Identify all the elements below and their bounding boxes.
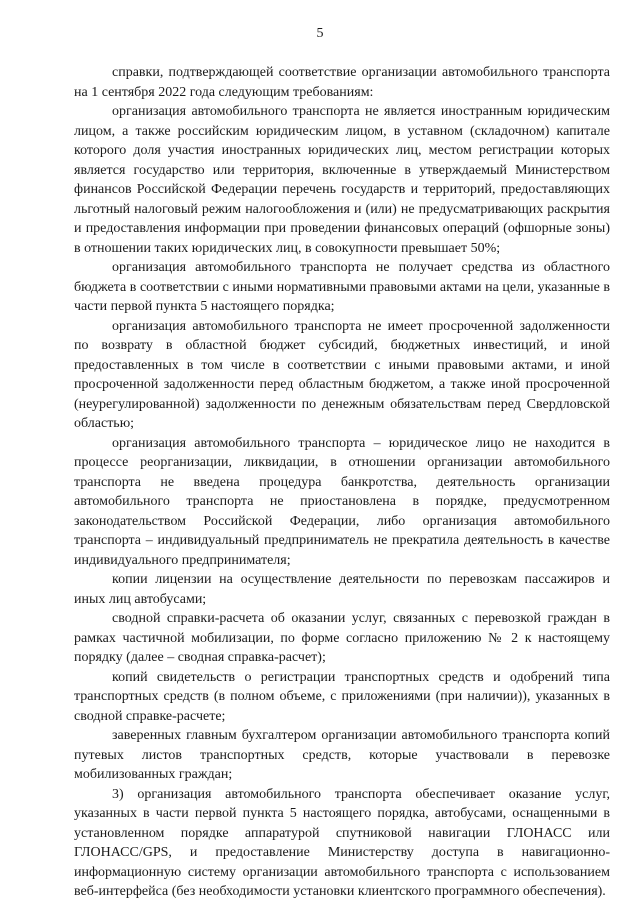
paragraph: организация автомобильного транспорта не является иностранным юридическим лицом, а также российским юридическим лицом, в уставном (складочном) капитале которого доля участия иностранных юридических лиц, местом регистрации которых является государство или территория, включенные в утверждаемый Министерством финансов Российской Федерации перечень государств и территорий, предоставляющих льготный налоговый режим налогообложения и (или) не предусматривающих раскрытия и предоставления информации при проведении финансовых операций (офшорные зоны) в отношении таких юридических лиц, в совокупности превышает 50%;	[74, 104, 610, 256]
paragraph: организация автомобильного транспорта не получает средства из областного бюджета в соответствии с иными нормативными правовыми актами на цели, указанные в части первой пункта 5 настоящего порядка;	[74, 260, 610, 314]
paragraph: копий свидетельств о регистрации транспортных средств и одобрений типа транспортных средств (в полном объеме, с приложениями (при наличии)), указанных в сводной справке-расчете;	[74, 669, 610, 724]
document-body	[74, 63, 610, 902]
paragraph: организация автомобильного транспорта – юридическое лицо не находится в процессе реорганизации, ликвидации, в отношении организации автомобильного транспорта не введена процедура банкротства, деятельность организации автомобильного транспорта не приостановлена в порядке, предусмотренном законодательством Российской Федерации, либо организация автомобильного транспорта – индивидуальный предприниматель не прекратила деятельность в качестве индивидуального предпринимателя;	[74, 435, 610, 568]
paragraph: копии лицензии на осуществление деятельности по перевозкам пассажиров и иных лиц автобусами;	[74, 572, 610, 607]
paragraph: организация автомобильного транспорта не имеет просроченной задолженности по возврату в областной бюджет субсидий, бюджетных инвестиций, и иной предоставленных в том числе в соответствии с иными правовыми актами, и иной просроченной задолженности перед областным бюджетом, а также иной просроченной (неурегулированной) задолженности по денежным обязательствам перед Свердловской областью;	[74, 318, 610, 431]
paragraph: справки, подтверждающей соответствие организации автомобильного транспорта на 1 сентября 2022 года следующим требованиям:	[74, 65, 610, 100]
paragraph: сводной справки-расчета об оказании услуг, связанных с перевозкой граждан в рамках частичной мобилизации, по форме согласно приложению № 2 к настоящему порядку (далее – сводная справка-расчет);	[74, 611, 610, 665]
page-number: 5	[316, 26, 324, 41]
paragraph: 3) организация автомобильного транспорта обеспечивает оказание услуг, указанных в части первой пункта 5 настоящего порядка, автобусами, оснащенными в установленном порядке аппаратурой спутниковой навигации ГЛОНАСС или ГЛОНАСС/GPS, и предоставление Министерству доступа в навигационно-информационную систему организации автомобильного транспорта с использованием веб-интерфейса (без необходимости установки клиентского программного обеспечения).	[74, 786, 610, 899]
paragraph: заверенных главным бухгалтером организации автомобильного транспорта копий путевых листов транспортных средств, которые участвовали в перевозке мобилизованных граждан;	[74, 728, 610, 782]
